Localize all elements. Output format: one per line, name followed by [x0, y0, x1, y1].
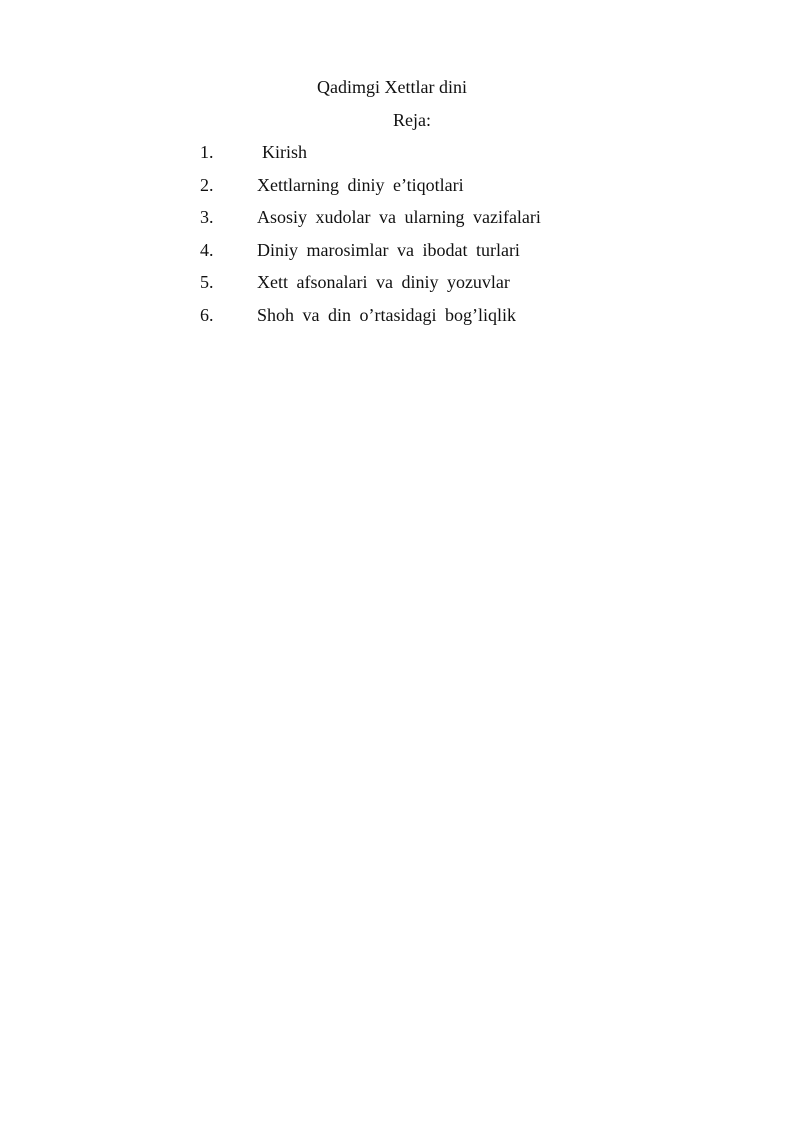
plan-item-text: Diniy marosimlar va ibodat turlari: [257, 239, 520, 260]
plan-item-number: 2.: [200, 174, 214, 195]
plan-item: [200, 304, 541, 337]
plan-item-number: 3.: [200, 207, 214, 227]
plan-item-text: Shoh va din o’rtasidagi bog’liqlik: [257, 304, 516, 325]
plan-item-number: 4.: [200, 239, 214, 260]
plan-heading: Reja:: [393, 110, 431, 130]
plan-item-number: 1.: [200, 142, 214, 162]
plan-item: [200, 174, 541, 207]
plan-item: [200, 271, 541, 304]
plan-item-number: 5.: [200, 272, 214, 292]
plan-item: [200, 206, 541, 239]
plan-item: [200, 239, 541, 272]
plan-list: [200, 141, 541, 336]
plan-item-text: Xettlarning diniy e’tiqotlari: [257, 174, 464, 195]
plan-item-text: Asosiy xudolar va ularning vazifalari: [257, 207, 541, 227]
plan-item-text: Kirish: [262, 142, 307, 162]
plan-item-text: Xett afsonalari va diniy yozuvlar: [257, 272, 510, 292]
plan-item-number: 6.: [200, 304, 214, 325]
document-title: Qadimgi Xettlar dini: [317, 77, 467, 97]
plan-item: [200, 141, 541, 174]
